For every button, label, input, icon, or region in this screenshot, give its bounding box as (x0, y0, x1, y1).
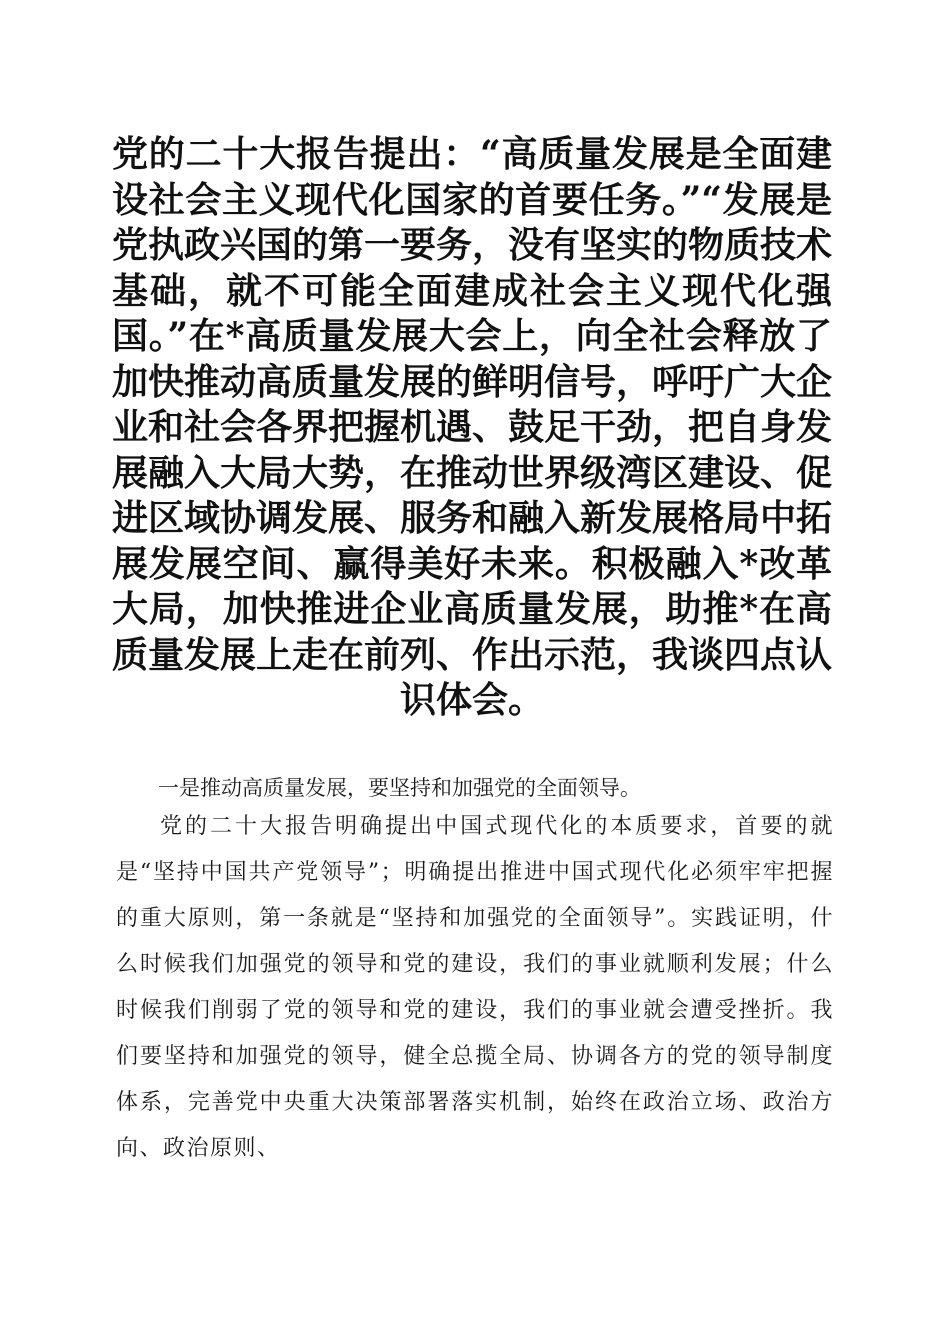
intro-paragraph: 党的二十大报告提出：“高质量发展是全面建设社会主义现代化国家的首要任务。”“发展是党执政兴国的第一要务，没有坚实的物质技术基础，就不可能全面建成社会主义现代化强国。”在*高质量发展大会上，向全社会释放了加快推动高质量发展的鲜明信号，呼吁广大企业和社会各界把握机遇、鼓足干劲，把自身发展融入大局大势，在推动世界级湾区建设、促进区域协调发展、服务和融入新发展格局中拓展发展空间、赢得美好未来。积极融入*改革大局，加快推进企业高质量发展，助推*在高质量发展上走在前列、作出示范，我谈四点认识体会。 (112, 133, 833, 721)
section-heading: 一是推动高质量发展，要坚持和加强党的全面领导。 (158, 776, 641, 800)
section-body-paragraph: 党的二十大报告明确提出中国式现代化的本质要求，首要的就是“坚持中国共产党领导”；明确提出推进中国式现代化必须牢牢把握的重大原则，第一条就是“坚持和加强党的全面领导”。实践证明，什么时候我们加强党的领导和党的建设，我们的事业就顺利发展；什么时候我们削弱了党的领导和党的建设，我们的事业就会遭受挫折。我们要坚持和加强党的领导，健全总揽全局、协调各方的党的领导制度体系，完善党中央重大决策部署落实机制，始终在政治立场、政治方向、政治原则、 (116, 814, 834, 1161)
